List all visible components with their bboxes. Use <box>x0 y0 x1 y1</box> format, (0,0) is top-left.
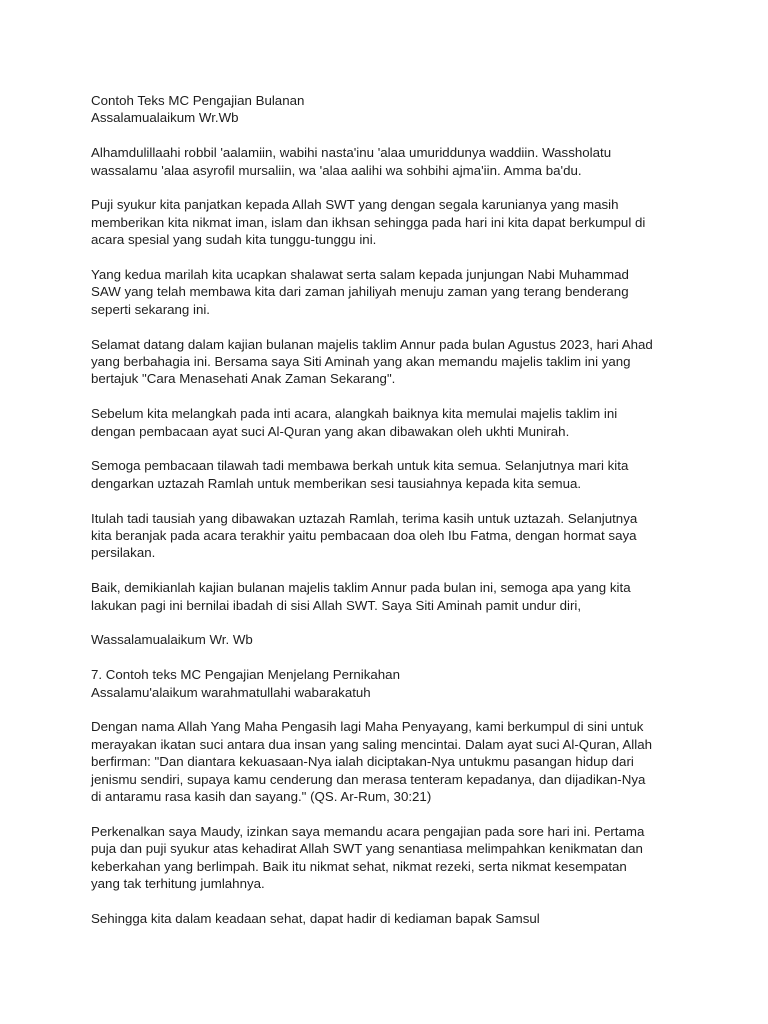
paragraph-continuation: Sehingga kita dalam keadaan sehat, dapat hadir di kediaman bapak Samsul <box>91 910 540 926</box>
paragraph-quran-reading: Sebelum kita melangkah pada inti acara, alangkah baiknya kita memulai majelis taklim ini dengan pembacaan ayat suci Al-Quran yang akan dibawakan oleh ukhti Munirah. <box>91 406 618 439</box>
paragraph-opening-prayer: Alhamdulillaahi robbil 'aalamiin, wabihi nasta'inu 'alaa umuriddunya waddiin. Wassholatu wassalamu 'alaa asyrofil mursaliin, wa 'alaa aalihi wa sohbihi ajma'iin. Amma ba'du. <box>91 145 612 178</box>
paragraph-title-greeting: Contoh Teks MC Pengajian Bulanan Assalamualaikum Wr.Wb <box>91 93 305 126</box>
paragraph-gratitude: Puji syukur kita panjatkan kepada Allah SWT yang dengan segala karunianya yang masih memberikan kita nikmat iman, islam dan ikhsan sehingga pada hari ini kita dapat berkumpul di acara spesial yang sudah kita tunggu-tunggu ini. <box>91 197 646 248</box>
paragraph-section-heading: 7. Contoh teks MC Pengajian Menjelang Pernikahan Assalamu'alaikum warahmatullahi wabarakatuh <box>91 667 400 700</box>
paragraph-closing-prayer: Itulah tadi tausiah yang dibawakan uztazah Ramlah, terima kasih untuk uztazah. Selanjutnya kita beranjak pada acara terakhir yaitu pembacaan doa oleh Ibu Fatma, dengan hormat saya persilakan. <box>91 510 638 561</box>
paragraph-opening-verse: Dengan nama Allah Yang Maha Pengasih lagi Maha Penyayang, kami berkumpul di sini untuk merayakan ikatan suci antara dua insan yang saling mencintai. Dalam ayat suci Al-Quran, Allah berfirman: "Dan diantara kekuasaan-Nya ialah diciptakan-Nya untukmu pasangan hidup dari jenismu sendiri, supaya kamu cenderung dan merasa tenteram kepadanya, dan dijadikan-Nya di antaramu rasa kasih dan sayang." (QS. Ar-Rum, 30:21) <box>91 719 652 805</box>
paragraph-introduction: Perkenalkan saya Maudy, izinkan saya memandu acara pengajian pada sore hari ini. Pertama puja dan puji syukur atas kehadirat Allah SWT yang senantiasa melimpahkan kenikmatan dan keberkahan yang berlimpah. Baik itu nikmat sehat, nikmat rezeki, serta nikmat kesempatan yang tak terhitung jumlahnya. <box>91 823 645 892</box>
paragraph-shalawat: Yang kedua marilah kita ucapkan shalawat serta salam kepada junjungan Nabi Muhammad SAW yang telah membawa kita dari zaman jahiliyah menuju zaman yang terang benderang seperti sekarang ini. <box>91 267 629 317</box>
paragraph-welcome: Selamat datang dalam kajian bulanan majelis taklim Annur pada bulan Agustus 2023, hari Ahad yang berbahagia ini. Bersama saya Siti Aminah yang akan memandu majelis taklim ini yang bertajuk "Cara Menasehati Anak Zaman Sekarang". <box>91 336 653 387</box>
paragraph-tausiah: Semoga pembacaan tilawah tadi membawa berkah untuk kita semua. Selanjutnya mari kita dengarkan uztazah Ramlah untuk memberikan sesi tausiahnya kepada kita semua. <box>91 458 629 491</box>
document-body <box>91 92 691 945</box>
paragraph-farewell: Baik, demikianlah kajian bulanan majelis taklim Annur pada bulan ini, semoga apa yang kita lakukan pagi ini bernilai ibadah di sisi Allah SWT. Saya Siti Aminah pamit undur diri, <box>91 580 631 613</box>
paragraph-closing-greeting: Wassalamualaikum Wr. Wb <box>91 632 253 648</box>
